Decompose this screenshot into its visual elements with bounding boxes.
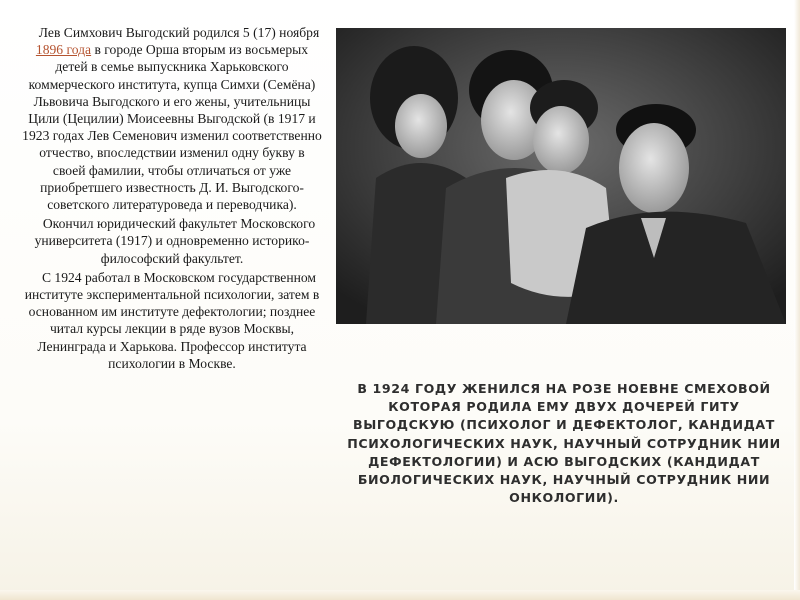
family-text: в городе Орша вторым из восьмерых детей в семье выпускника Харьковского коммерческого института, купца Симхи (Семёна) Львовича Выгодского и его жены, учительницы Цили (Цецилии) Моисеевны Выгодской (в 1917 и 1923 годах Лев Семенович изменил соответственно отчество, впоследствии изменил одну букву в своей фамилии, чтобы отличаться от уже приобретшего известность Д. И. Выгодского-советского литературоведа и переводчика). (22, 42, 322, 213)
birth-year-link[interactable]: 1896 года (35, 42, 92, 58)
biography-paragraph-3: С 1924 работал в Московском государственном институте экспериментальной психологии, затем в основанном им институте дефектологии; позднее читал курсы лекции в ряде вузов Москвы, Ленинграда и Харькова. Профессор института психологии в Москве. (24, 269, 320, 371)
side-decoration (794, 0, 800, 600)
birth-text: Лев Симхович Выгодский родился 5 (17) ноября (38, 25, 320, 40)
biography-paragraph-2: Окончил юридический факультет Московского университета (1917) и одновременно историко-философский факультет. (34, 216, 316, 266)
family-photo-illustration (336, 28, 786, 324)
marriage-caption: В 1924 ГОДУ ЖЕНИЛСЯ НА РОЗЕ НОЕВНЕ СМЕХОВОЙ КОТОРАЯ РОДИЛА ЕМУ ДВУХ ДОЧЕРЕЙ ГИТУ ВЫГОДСКУЮ (ПСИХОЛОГ И ДЕФЕКТОЛОГ, КАНДИДАТ ПСИХОЛОГИЧЕСКИХ НАУК, НАУЧНЫЙ СОТРУДНИК НИИ ДЕФЕКТОЛОГИИ) И АСЮ ВЫГОДСКИХ (КАНДИДАТ БИОЛОГИЧЕСКИХ НАУК, НАУЧНЫЙ СОТРУДНИК НИИ ОНКОЛОГИИ). (347, 381, 781, 506)
bottom-decoration (0, 590, 800, 600)
family-photo (336, 28, 786, 324)
biography-text (22, 24, 322, 374)
biography-paragraph-1 (22, 24, 322, 213)
